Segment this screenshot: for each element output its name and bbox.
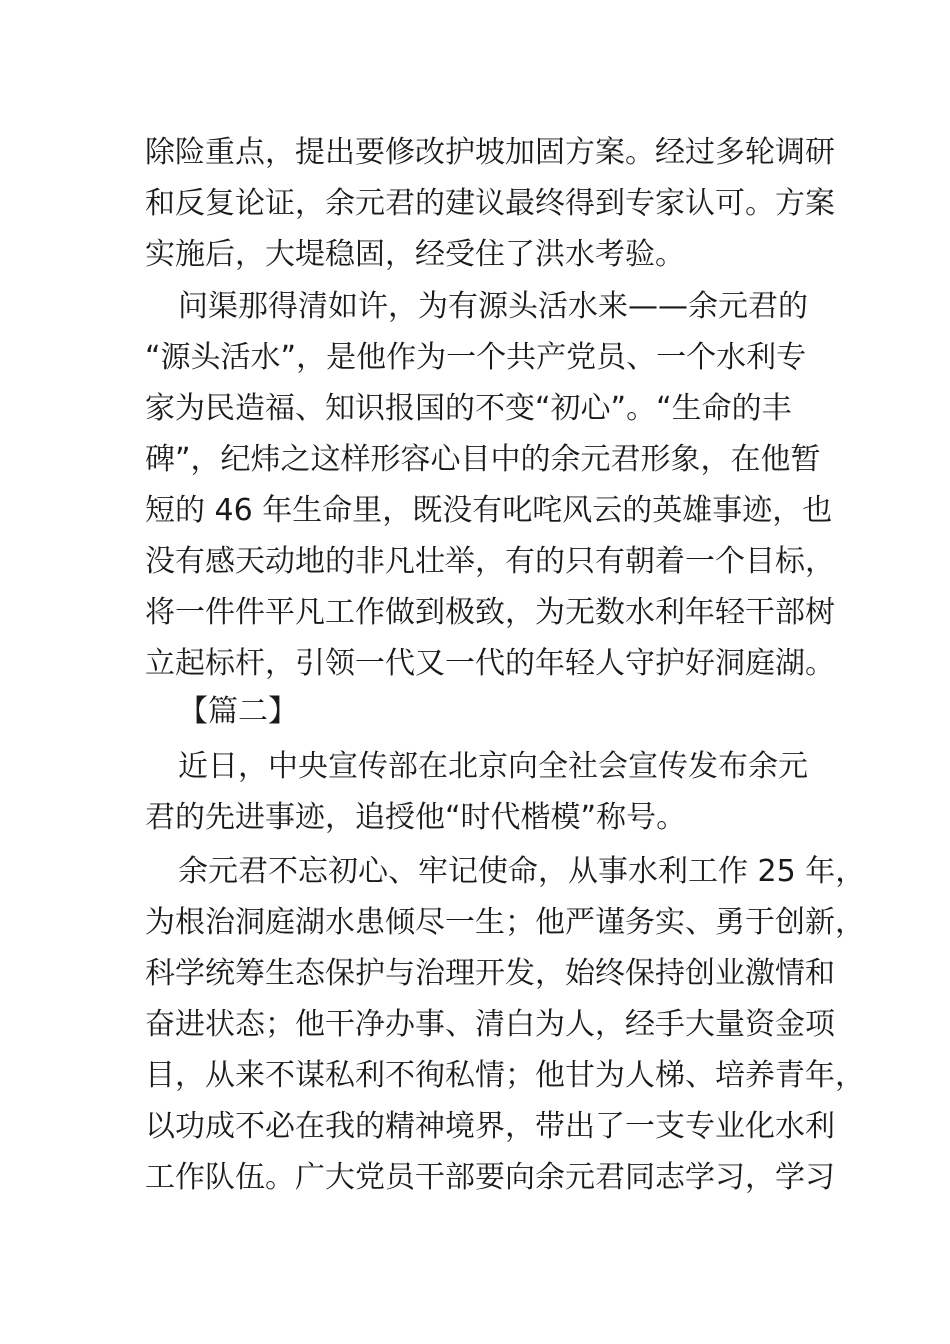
paragraph-line: 工作队伍。广大党员干部要向余元君同志学习，学习: [145, 1160, 835, 1195]
paragraph-line: 君的先进事迹，追授他“时代楷模”称号。: [145, 800, 687, 835]
paragraph-line: 和反复论证，余元君的建议最终得到专家认可。方案: [145, 186, 835, 221]
paragraph-line: 为根治洞庭湖水患倾尽一生；他严谨务实、勇于创新，: [145, 905, 865, 940]
paragraph-line: 问渠那得清如许，为有源头活水来——余元君的: [178, 289, 808, 324]
paragraph-line: 近日，中央宣传部在北京向全社会宣传发布余元: [178, 749, 808, 784]
paragraph-line: 目，从来不谋私利不徇私情；他甘为人梯、培养青年，: [145, 1058, 865, 1093]
paragraph-line: 将一件件平凡工作做到极致，为无数水利年轻干部树: [145, 595, 835, 630]
paragraph-line: “源头活水”，是他作为一个共产党员、一个水利专: [145, 340, 807, 375]
section-heading-text: 【篇二】: [178, 694, 298, 729]
paragraph-1: [145, 127, 835, 280]
paragraph-2: [145, 281, 835, 689]
paragraph-line: 科学统筹生态保护与治理开发，始终保持创业激情和: [145, 956, 835, 991]
paragraph-line: 除险重点，提出要修改护坡加固方案。经过多轮调研: [145, 135, 835, 170]
paragraph-line: 以功成不必在我的精神境界，带出了一支专业化水利: [145, 1109, 835, 1144]
paragraph-3: [145, 741, 815, 843]
paragraph-line: 余元君不忘初心、牢记使命，从事水利工作 25 年，: [178, 854, 866, 889]
paragraph-line: 家为民造福、知识报国的不变“初心”。“生命的丰: [145, 391, 792, 426]
section-heading: [145, 686, 815, 737]
paragraph-line: 实施后，大堤稳固，经受住了洪水考验。: [145, 237, 685, 272]
paragraph-line: 短的 46 年生命里，既没有叱咤风云的英雄事迹，也: [145, 493, 833, 528]
paragraph-line: 立起标杆，引领一代又一代的年轻人守护好洞庭湖。: [145, 646, 835, 681]
paragraph-4: [145, 846, 866, 1203]
paragraph-line: 奋进状态；他干净办事、清白为人，经手大量资金项: [145, 1007, 835, 1042]
paragraph-line: 没有感天动地的非凡壮举，有的只有朝着一个目标，: [145, 544, 835, 579]
paragraph-line: 碑”，纪炜之这样形容心目中的余元君形象，在他暂: [145, 442, 821, 477]
